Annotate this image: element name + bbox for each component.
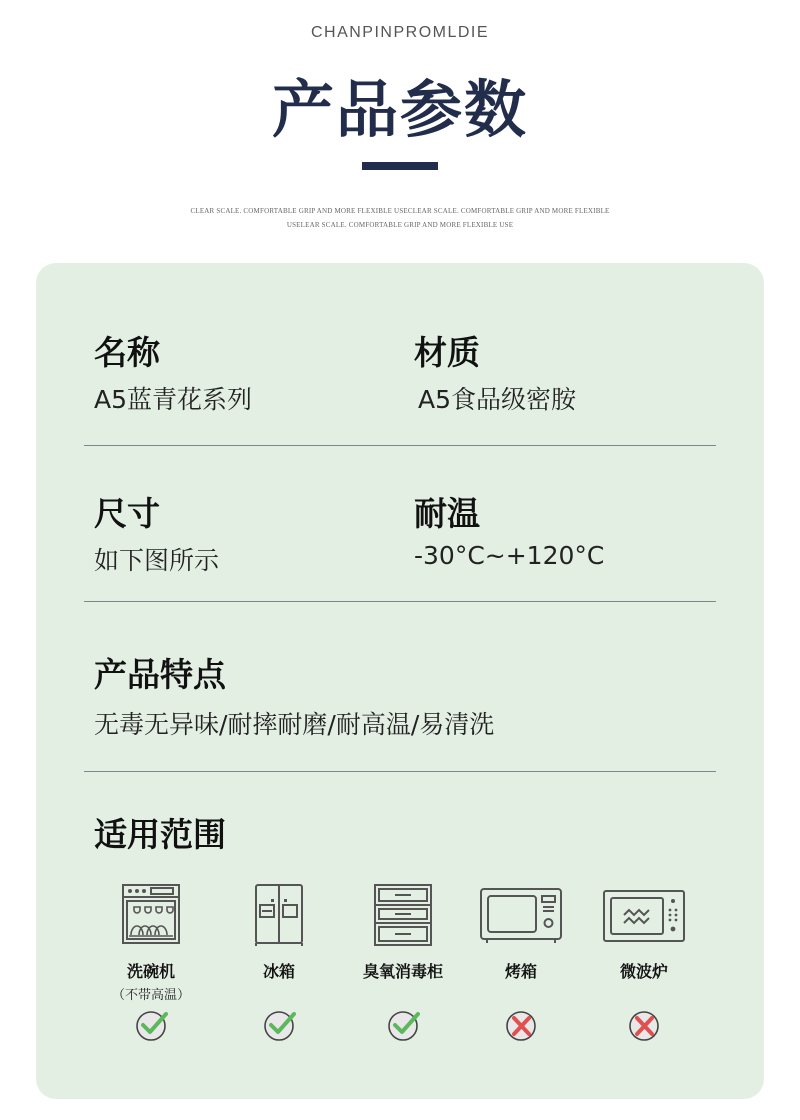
name-label: 名称 xyxy=(94,333,160,372)
material-value: A5食品级密胺 xyxy=(418,385,577,414)
params-card xyxy=(36,263,764,1099)
material-label: 材质 xyxy=(414,333,480,372)
appliance-name: 微波炉 xyxy=(619,962,668,981)
appliance-note: （不带高温） xyxy=(111,988,190,1003)
size-label: 尺寸 xyxy=(94,494,160,533)
appliance-name: 洗碗机 xyxy=(126,962,175,981)
tagline-text: CLEAR SCALE. COMFORTABLE GRIP AND MORE FLEXIBLE USECLEAR SCALE. COMFORTABLE GRIP AND MORE FLEXIBLE USELEAR SCALE. COMFORTABLE GRIP AND MORE FLEXIBLE USE xyxy=(190,207,610,229)
appliance-refrigerator xyxy=(219,883,339,984)
check-icon xyxy=(387,1009,421,1041)
size-value: 如下图所示 xyxy=(94,546,220,575)
appliance-name: 臭氧消毒柜 xyxy=(362,962,443,981)
appliance-name: 烤箱 xyxy=(504,962,537,981)
scope-label: 适用范围 xyxy=(94,815,226,854)
appliance-dishwasher xyxy=(91,883,211,1003)
appliance-row xyxy=(86,883,726,1043)
check-icon xyxy=(135,1009,169,1041)
features-value: 无毒无异味/耐摔耐磨/耐高温/易清洗 xyxy=(94,710,495,739)
appliance-name: 冰箱 xyxy=(262,962,295,981)
sterilizer-cabinet-icon xyxy=(373,883,433,947)
features-label: 产品特点 xyxy=(94,655,226,694)
appliance-sterilizer xyxy=(343,883,463,984)
appliance-oven xyxy=(461,883,581,984)
temp-value: -30°C~+120°C xyxy=(414,541,605,570)
title-underline xyxy=(362,162,438,170)
microwave-icon xyxy=(602,883,686,947)
divider-3 xyxy=(84,771,716,772)
cross-icon xyxy=(505,1009,539,1041)
page-title: 产品参数 xyxy=(271,73,528,146)
dishwasher-icon xyxy=(121,883,181,947)
name-value: A5蓝青花系列 xyxy=(94,385,253,414)
temp-label: 耐温 xyxy=(414,494,480,533)
check-icon xyxy=(263,1009,297,1041)
oven-icon xyxy=(479,883,563,947)
appliance-microwave xyxy=(584,883,704,984)
eyebrow-text: CHANPINPROMLDIE xyxy=(310,24,490,41)
divider-2 xyxy=(84,601,716,602)
divider-1 xyxy=(84,445,716,446)
cross-icon xyxy=(628,1009,662,1041)
refrigerator-icon xyxy=(249,883,309,947)
